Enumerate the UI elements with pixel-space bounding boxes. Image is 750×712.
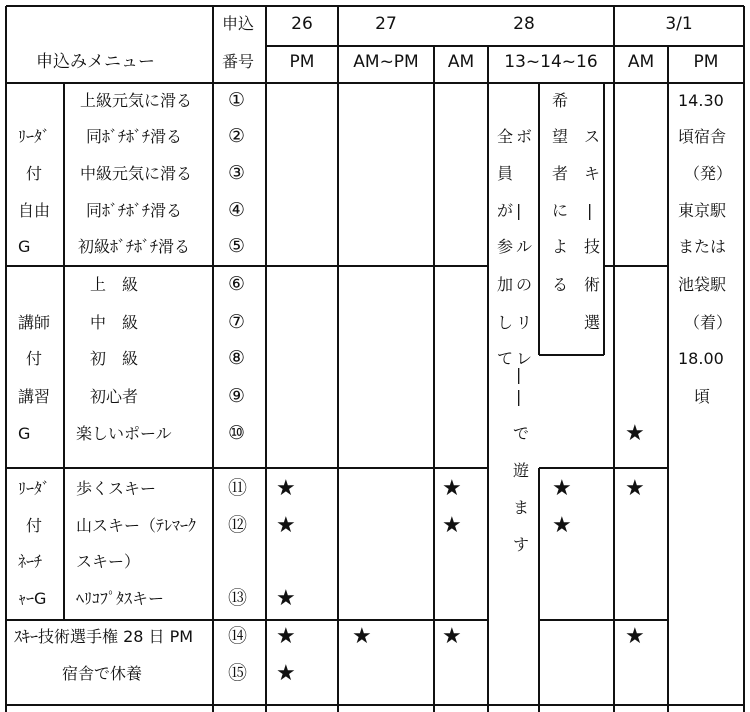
period-28-afternoon: 13~14~16 [504, 52, 598, 72]
note-all2-3: ル [516, 237, 533, 256]
note-all-4: 参 [497, 237, 514, 256]
note-ski-6: 選 [584, 313, 601, 332]
note-hope-5: よ [552, 237, 569, 256]
star-13-26pm: ★ [276, 586, 296, 611]
period-3-1-pm: PM [693, 52, 719, 72]
date-27: 27 [375, 14, 397, 34]
menu-number-4: ④ [228, 199, 246, 221]
star-14-26pm: ★ [276, 624, 296, 649]
menu-number-11: ⑪ [228, 477, 248, 499]
menu-row-9: 初心者 [90, 387, 139, 406]
note-all2-7: | [516, 365, 522, 384]
note-all2-1: ボ [516, 127, 533, 146]
date-28: 28 [513, 14, 535, 34]
menu-number-5: ⑤ [228, 235, 246, 257]
note-hope-2: 望 [552, 127, 569, 146]
menu-row-8: 初 級 [90, 349, 139, 368]
group-2-line-2: 付 [26, 349, 43, 368]
depart-line-9: 頃 [694, 387, 711, 406]
note-hope-1: 希 [552, 91, 569, 110]
menu-row-6: 上 級 [90, 275, 139, 294]
note-all-10: 遊 [513, 461, 530, 480]
note-hope-4: に [552, 201, 569, 220]
group-3-line-2: 付 [26, 516, 43, 535]
menu-row-14: ｽｷｰ技術選手権 28 日 PM [14, 627, 194, 646]
note-hope-3: 者 [552, 164, 569, 183]
group-2-line-3: 講習 [18, 387, 51, 406]
menu-row-2: 同ﾎﾞﾁﾎﾞﾁ滑る [86, 127, 183, 146]
menu-row-11: 歩くスキー [76, 479, 157, 498]
star-12-26pm: ★ [276, 513, 296, 538]
note-ski-5: 術 [584, 275, 601, 294]
date-26: 26 [291, 14, 313, 34]
note-ski-4: 技 [584, 237, 601, 256]
star-14-27: ★ [352, 624, 372, 649]
note-all-2: 員 [497, 164, 514, 183]
menu-number-12: ⑫ [228, 514, 248, 536]
star-11-31am: ★ [625, 476, 645, 501]
period-26-pm: PM [289, 52, 315, 72]
note-all-5: 加 [497, 275, 514, 294]
arrive-time: 18.00 [678, 349, 724, 368]
depart-line-2: 頃宿舎 [678, 127, 727, 146]
menu-row-3: 中級元気に滑る [80, 164, 193, 183]
depart-line-7: （着） [684, 313, 733, 332]
note-hope-6: る [552, 275, 569, 294]
note-all-8: | [516, 387, 522, 406]
note-all-12: す [513, 535, 530, 554]
note-all2-4: の [516, 275, 533, 294]
menu-row-1: 上級元気に滑る [80, 91, 193, 110]
star-15-26pm: ★ [276, 661, 296, 686]
depart-line-5: または [678, 237, 727, 256]
menu-number-6: ⑥ [228, 273, 246, 295]
note-all-1: 全 [497, 127, 514, 146]
group-1-line-3: 自由 [18, 201, 51, 220]
menu-number-15: ⑮ [228, 662, 248, 684]
group-1-line-1: ﾘｰﾀﾞ [18, 127, 51, 146]
note-ski-1: ス [584, 127, 601, 146]
period-28-am: AM [447, 52, 475, 72]
menu-number-7: ⑦ [228, 311, 246, 333]
group-3-line-3: ﾈｰﾁ [18, 552, 43, 571]
period-3-1-am: AM [627, 52, 655, 72]
star-11-26pm: ★ [276, 476, 296, 501]
menu-header: 申込みメニュー [36, 52, 155, 72]
star-12-28am: ★ [442, 513, 462, 538]
group-1-line-4: G [18, 237, 31, 256]
menu-number-10: ⑩ [228, 422, 246, 444]
menu-row-12: 山スキー（ﾃﾚﾏｰｸ [76, 516, 197, 535]
number-header-bottom: 番号 [222, 52, 255, 71]
period-27-am-pm: AM~PM [353, 52, 419, 72]
note-all2-6: レ [516, 349, 533, 368]
menu-row-13: ﾍﾘｺﾌﾟﾀｽキー [76, 589, 165, 608]
group-2-line-1: 講師 [18, 313, 51, 332]
note-all2-5: リ [516, 313, 533, 332]
depart-line-4: 東京駅 [678, 201, 727, 220]
menu-row-12b: スキー） [76, 552, 141, 571]
group-2-line-4: G [18, 424, 31, 443]
star-14-31am: ★ [625, 624, 645, 649]
menu-number-8: ⑧ [228, 347, 246, 369]
note-ski-3: | [587, 201, 593, 220]
menu-row-5: 初級ﾎﾞﾁﾎﾞﾁ滑る [78, 237, 191, 256]
menu-number-13: ⑬ [228, 587, 248, 609]
menu-number-2: ② [228, 125, 246, 147]
group-3-line-4: ｬｰG [18, 589, 47, 608]
menu-number-3: ③ [228, 162, 246, 184]
menu-number-9: ⑨ [228, 385, 246, 407]
note-all-9: で [513, 424, 530, 443]
depart-line-3: （発） [684, 164, 733, 183]
note-ski-2: キ [584, 164, 601, 183]
star-11-28am: ★ [442, 476, 462, 501]
date-3-1: 3/1 [665, 14, 693, 34]
star-12-28pm: ★ [552, 513, 572, 538]
group-3-line-1: ﾘｰﾀﾞ [18, 479, 51, 498]
depart-time: 14.30 [678, 91, 724, 110]
menu-number-1: ① [228, 89, 246, 111]
menu-number-14: ⑭ [228, 625, 248, 647]
menu-row-7: 中 級 [90, 313, 139, 332]
menu-row-10: 楽しいポール [76, 424, 172, 443]
menu-row-15: 宿舎で休養 [62, 664, 143, 683]
menu-row-4: 同ﾎﾞﾁﾎﾞﾁ滑る [86, 201, 183, 220]
depart-line-6: 池袋駅 [678, 275, 727, 294]
note-all-6: し [497, 313, 514, 332]
group-1-line-2: 付 [26, 164, 43, 183]
star-14-28am: ★ [442, 624, 462, 649]
note-all-11: ま [513, 498, 530, 517]
note-all-3: が [497, 201, 514, 220]
note-all2-2: | [516, 201, 522, 220]
star-10-31am: ★ [625, 421, 645, 446]
number-header-top: 申込 [222, 14, 255, 33]
star-11-28pm: ★ [552, 476, 572, 501]
note-all-7: て [497, 349, 514, 368]
